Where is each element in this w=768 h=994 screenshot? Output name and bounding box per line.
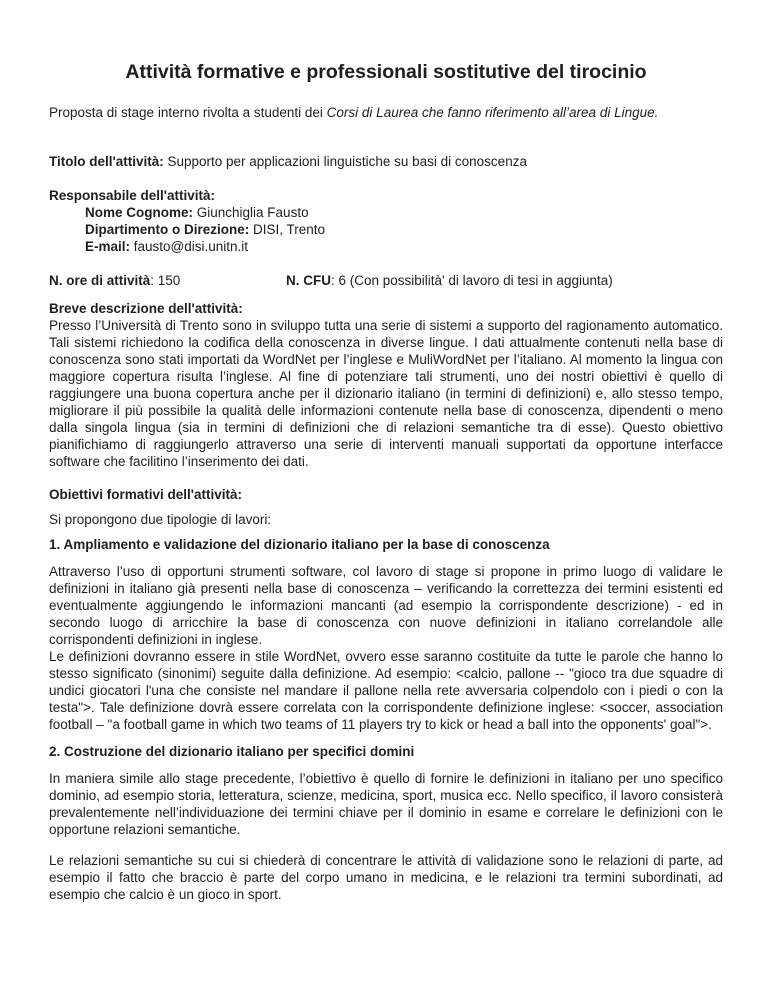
responsabile-label: [49, 187, 723, 204]
ore-label: N. ore di attività: [49, 273, 151, 288]
nome-label: Nome Cognome:: [85, 205, 193, 220]
dipartimento-value: DISI, Trento: [253, 222, 326, 237]
contact-row-nome: [49, 204, 723, 221]
responsabile-label-text: Responsabile dell'attività:: [49, 188, 216, 203]
responsabile-block: [49, 187, 723, 255]
titolo-label: Titolo dell'attività:: [49, 154, 164, 169]
section2-body: [49, 770, 723, 903]
intro-text: Proposta di stage interno rivolta a studenti dei: [49, 105, 327, 120]
contact-row-email: [49, 238, 723, 255]
nome-value: Giunchiglia Fausto: [196, 205, 309, 220]
intro-italic-text: Corsi di Laurea che fanno riferimento all’area di Lingue.: [326, 105, 659, 120]
section1-paragraph-2: Le definizioni dovranno essere in stile WordNet, ovvero esse saranno costituite da tutte le parole che hanno lo stesso significato (sinonimi) seguite dalla definizione. Ad esempio: <calcio, pallone -- "gioco tra due squadre di undici giocatori l'una che consiste nel mandare il pallone nella rete avversaria colpendolo con i piedi o con la testa">. Tale definizione dovrà essere correlata con la corrispondente definizione inglese: <soccer, association football – "a football game in which two teams of 11 players try to kick or head a ball into the opponents' goal">.: [49, 649, 723, 732]
objectives-label-text: Obiettivi formativi dell'attività:: [49, 487, 242, 502]
section2-heading: 2. Costruzione del dizionario italiano per specifici domini: [49, 744, 415, 759]
objectives-label: [49, 486, 723, 503]
page-title: Attività formative e professionali sostitutive del tirocinio: [125, 61, 647, 83]
ore-value: : 150: [150, 273, 181, 288]
description-label: [49, 300, 723, 317]
cfu-cell: [286, 273, 613, 288]
section1-paragraph-1: Attraverso l’uso di opportuni strumenti software, col lavoro di stage si propone in primo luogo di validare le definizioni in italiano già presenti nella base di conoscenza – verificando la correttezza dei termini esistenti ed eventualmente aggiungendo le informazioni mancanti (ad esempio la corrispondente descrizione) - ed in secondo luogo di arricchire la base di conoscenza con nuove definizioni in italiano correlandole alle corrispondenti definizioni in inglese.: [49, 564, 723, 647]
description-section: [49, 300, 723, 470]
cfu-value: : 6 (Con possibilità' di lavoro di tesi in aggiunta): [331, 273, 613, 288]
titolo-value: Supporto per applicazioni linguistiche su basi di conoscenza: [167, 154, 527, 169]
email-value: fausto@disi.unitn.it: [133, 239, 249, 254]
intro-paragraph: [49, 104, 723, 121]
section2-paragraph-2: Le relazioni semantiche su cui si chiederà di concentrare le attività di validazione sono le relazioni di parte, ad esempio il fatto che braccio è parte del corpo umano in medicina, e le relazioni tra termini subordinati, ad esempio che calcio è un gioco in sport.: [49, 853, 723, 902]
field-titolo: [49, 153, 723, 170]
contact-row-dipartimento: [49, 221, 723, 238]
email-label: E-mail:: [85, 239, 131, 254]
ore-cfu-row: [49, 272, 723, 289]
section1-body: [49, 563, 723, 733]
description-label-text: Breve descrizione dell'attività:: [49, 301, 243, 316]
dipartimento-label: Dipartimento o Direzione:: [85, 222, 250, 237]
ore-cell: [49, 272, 286, 289]
section1-heading: 1. Ampliamento e validazione del dizionario italiano per la base di conoscenza: [49, 537, 550, 552]
section2-paragraph-1: In maniera simile allo stage precedente, l’obiettivo è quello di fornire le definizioni in italiano per uno specifico dominio, ad esempio storia, letteratura, scienze, medicina, sport, musica ecc. Nello specifico, il lavoro consisterà prevalentemente nell’individuazione dei termini chiave per il dominio in esame e correlare le definizioni con le opportune relazioni semantiche.: [49, 771, 723, 837]
objectives-intro: Si propongono due tipologie di lavori:: [49, 512, 272, 527]
cfu-label: N. CFU: [286, 273, 331, 288]
description-paragraph: Presso l’Università di Trento sono in sviluppo tutta una serie di sistemi a supporto del ragionamento automatico. Tali sistemi richiedono la codifica della conoscenza in diverse lingue. I dati attualmente contenuti nella base di conoscenza sono stati importati da WordNet per l’inglese e MuliWordNet per l’italiano. Al momento la lingua con maggiore copertura risulta l’inglese. Al fine di potenziare tali strumenti, uno dei nostri obiettivi è quello di raggiungere una buona copertura anche per il dizionario italiano (in termini di definizioni) e, allo stesso tempo, migliorare il più possibile la qualità delle informazioni contenute nella base di conoscenza, dipendenti o meno dalla singola lingua (sia in termini di definizioni che di relazioni semantiche tra di esse). Questo obiettivo pianifichiamo di raggiungerlo attraverso una serie di interventi manuali supportati da opportune interfacce software che facilitino l’inserimento dei dati.: [49, 318, 723, 469]
